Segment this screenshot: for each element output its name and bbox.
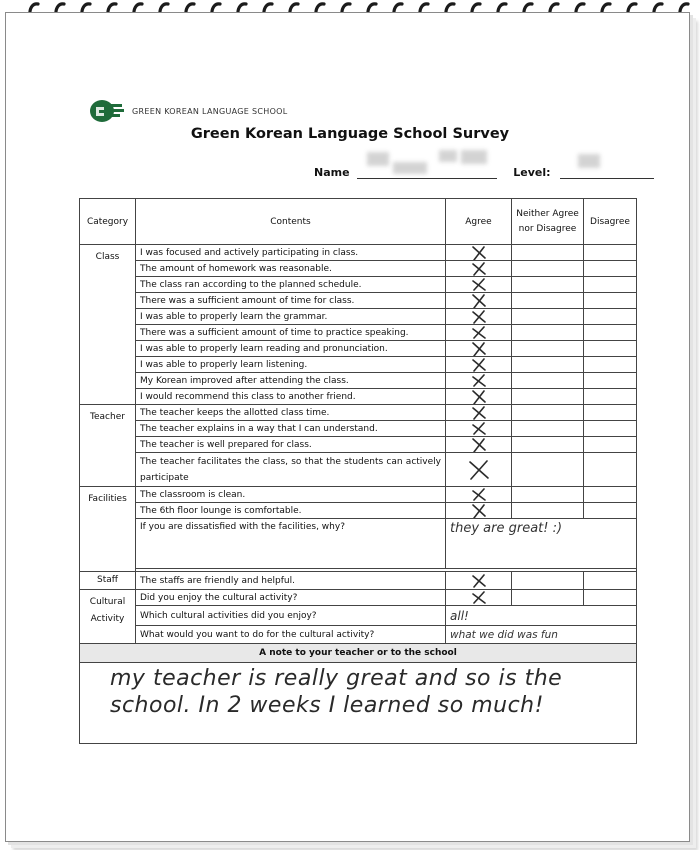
item-class-7: I was able to properly learn reading and pronunciation. (136, 341, 446, 357)
item-staff-1: The staffs are friendly and helpful. (136, 572, 446, 590)
item-teacher-4: The teacher facilitates the class, so that the students can actively participate (136, 453, 446, 487)
agree-mark[interactable] (446, 261, 512, 277)
disagree-cell[interactable] (584, 590, 637, 606)
disagree-cell[interactable] (584, 572, 637, 590)
school-logo-text: GREEN KOREAN LANGUAGE SCHOOL (132, 106, 288, 116)
neither-cell[interactable] (512, 309, 584, 325)
agree-mark[interactable] (446, 421, 512, 437)
agree-mark[interactable] (446, 453, 512, 487)
note-field[interactable] (80, 663, 637, 744)
neither-cell[interactable] (512, 277, 584, 293)
x-mark-icon (468, 460, 490, 480)
category-teacher: Teacher (80, 405, 136, 487)
neither-cell[interactable] (512, 421, 584, 437)
x-mark-icon (471, 262, 487, 276)
disagree-cell[interactable] (584, 405, 637, 421)
agree-mark[interactable] (446, 325, 512, 341)
item-teacher-1: The teacher keeps the allotted class time. (136, 405, 446, 421)
neither-cell[interactable] (512, 373, 584, 389)
neither-cell[interactable] (512, 261, 584, 277)
x-mark-icon (471, 504, 487, 518)
x-mark-icon (471, 278, 487, 292)
item-facilities-2: The 6th floor lounge is comfortable. (136, 503, 446, 519)
header-contents: Contents (136, 199, 446, 245)
school-logo-icon (88, 98, 128, 124)
facilities-answer: they are great! :) (450, 521, 563, 536)
facilities-answer-field[interactable] (446, 519, 637, 569)
neither-cell[interactable] (512, 487, 584, 503)
neither-cell[interactable] (512, 325, 584, 341)
header-neither: Neither Agree nor Disagree (512, 199, 584, 245)
category-class: Class (80, 245, 136, 405)
note-text: my teacher is really great and so is the school. In 2 weeks I learned so much! (110, 666, 563, 718)
agree-mark[interactable] (446, 437, 512, 453)
x-mark-icon (471, 438, 487, 452)
neither-cell[interactable] (512, 245, 584, 261)
header-agree: Agree (446, 199, 512, 245)
disagree-cell[interactable] (584, 325, 637, 341)
neither-cell[interactable] (512, 437, 584, 453)
header-category: Category (80, 199, 136, 245)
neither-cell[interactable] (512, 453, 584, 487)
x-mark-icon (471, 374, 487, 388)
cultural-question-2: What would you want to do for the cultural activity? (136, 626, 446, 644)
x-mark-icon (471, 358, 487, 372)
item-class-2: The amount of homework was reasonable. (136, 261, 446, 277)
item-class-6: There was a sufficient amount of time to practice speaking. (136, 325, 446, 341)
agree-mark[interactable] (446, 341, 512, 357)
cultural-answer-2: what we did was fun (450, 628, 558, 641)
agree-mark[interactable] (446, 405, 512, 421)
category-staff: Staff (80, 572, 136, 590)
category-cultural: Cultural Activity (80, 590, 136, 644)
disagree-cell[interactable] (584, 453, 637, 487)
neither-cell[interactable] (512, 405, 584, 421)
disagree-cell[interactable] (584, 261, 637, 277)
agree-mark[interactable] (446, 503, 512, 519)
neither-cell[interactable] (512, 503, 584, 519)
disagree-cell[interactable] (584, 341, 637, 357)
category-facilities: Facilities (80, 487, 136, 572)
cultural-answer-1-field[interactable] (446, 606, 637, 626)
agree-mark[interactable] (446, 590, 512, 606)
x-mark-icon (471, 294, 487, 308)
agree-mark[interactable] (446, 389, 512, 405)
cultural-answer-2-field[interactable] (446, 626, 637, 644)
cultural-answer-1: all! (450, 608, 469, 623)
agree-mark[interactable] (446, 293, 512, 309)
agree-mark[interactable] (446, 357, 512, 373)
item-class-8: I was able to properly learn listening. (136, 357, 446, 373)
neither-cell[interactable] (512, 590, 584, 606)
disagree-cell[interactable] (584, 373, 637, 389)
neither-cell[interactable] (512, 357, 584, 373)
item-teacher-3: The teacher is well prepared for class. (136, 437, 446, 453)
disagree-cell[interactable] (584, 503, 637, 519)
agree-mark[interactable] (446, 373, 512, 389)
item-class-9: My Korean improved after attending the class. (136, 373, 446, 389)
school-logo (88, 98, 288, 124)
survey-table (79, 198, 637, 744)
name-field[interactable] (357, 166, 497, 179)
x-mark-icon (471, 422, 487, 436)
x-mark-icon (471, 574, 487, 588)
neither-cell[interactable] (512, 293, 584, 309)
x-mark-icon (471, 591, 487, 605)
survey-title: Green Korean Language School Survey (190, 126, 510, 142)
item-teacher-2: The teacher explains in a way that I can understand. (136, 421, 446, 437)
x-mark-icon (471, 326, 487, 340)
disagree-cell[interactable] (584, 293, 637, 309)
item-cultural-1: Did you enjoy the cultural activity? (136, 590, 446, 606)
item-class-3: The class ran according to the planned schedule. (136, 277, 446, 293)
x-mark-icon (471, 246, 487, 260)
disagree-cell[interactable] (584, 357, 637, 373)
disagree-cell[interactable] (584, 309, 637, 325)
agree-mark[interactable] (446, 487, 512, 503)
note-heading: A note to your teacher or to the school (80, 644, 637, 663)
agree-mark[interactable] (446, 277, 512, 293)
item-class-4: There was a sufficient amount of time for class. (136, 293, 446, 309)
agree-mark[interactable] (446, 245, 512, 261)
disagree-cell[interactable] (584, 389, 637, 405)
item-class-1: I was focused and actively participating in class. (136, 245, 446, 261)
x-mark-icon (471, 342, 487, 356)
name-label: Name (314, 166, 350, 179)
x-mark-icon (471, 406, 487, 420)
neither-cell[interactable] (512, 572, 584, 590)
disagree-cell[interactable] (584, 421, 637, 437)
x-mark-icon (471, 488, 487, 502)
name-level-row (314, 166, 654, 179)
item-facilities-1: The classroom is clean. (136, 487, 446, 503)
header-disagree: Disagree (584, 199, 637, 245)
cultural-question-1: Which cultural activities did you enjoy? (136, 606, 446, 626)
agree-mark[interactable] (446, 309, 512, 325)
item-class-5: I was able to properly learn the grammar. (136, 309, 446, 325)
disagree-cell[interactable] (584, 277, 637, 293)
level-field[interactable] (560, 166, 654, 179)
x-mark-icon (471, 390, 487, 404)
item-class-10: I would recommend this class to another friend. (136, 389, 446, 405)
disagree-cell[interactable] (584, 487, 637, 503)
x-mark-icon (471, 310, 487, 324)
disagree-cell[interactable] (584, 437, 637, 453)
disagree-cell[interactable] (584, 245, 637, 261)
agree-mark[interactable] (446, 572, 512, 590)
level-label: Level: (513, 166, 551, 179)
neither-cell[interactable] (512, 389, 584, 405)
neither-cell[interactable] (512, 341, 584, 357)
facilities-question: If you are dissatisfied with the facilities, why? (136, 519, 446, 569)
